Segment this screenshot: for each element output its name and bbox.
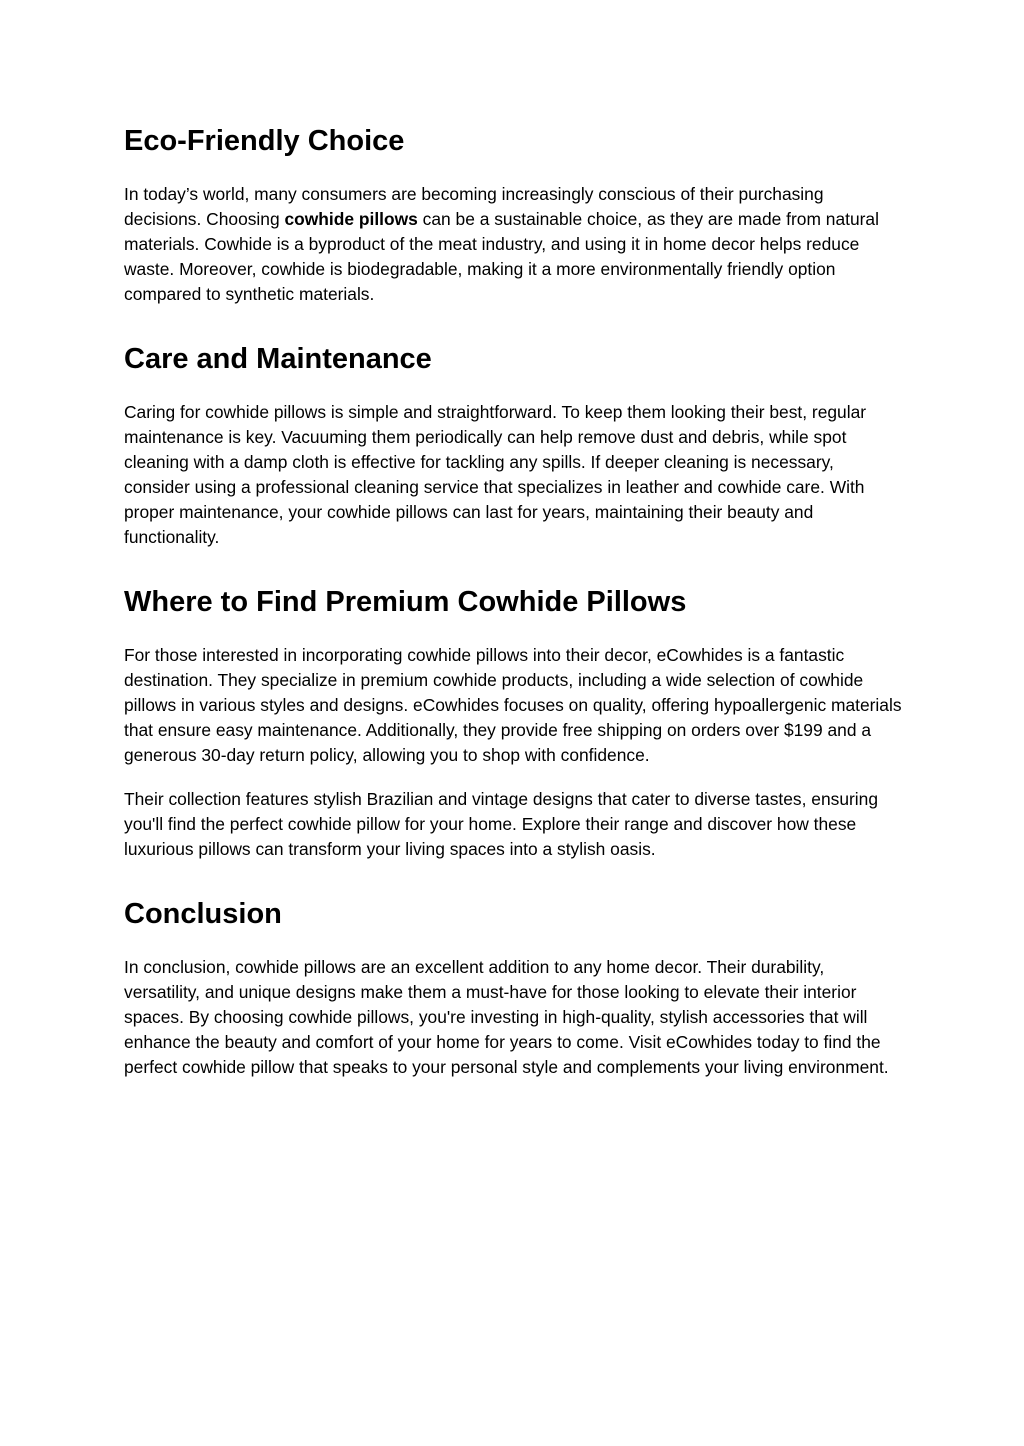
- section-paragraph: [124, 182, 902, 307]
- document-page: [124, 120, 902, 1080]
- paragraph-text: can be a sustainable choice, as they are made from natural materials. Cowhide is a byproduct of the meat industry, and using it in home decor helps reduce waste. Moreover, cowhide is biodegradable, making it a more environmentally friendly option compared to synthetic materials.: [124, 209, 879, 304]
- section-paragraph: In conclusion, cowhide pillows are an excellent addition to any home decor. Their durability, versatility, and unique designs make them a must-have for those looking to elevate their interior spaces. By choosing cowhide pillows, you're investing in high-quality, stylish accessories that will enhance the beauty and comfort of your home for years to come. Visit eCowhides today to find the perfect cowhide pillow that speaks to your personal style and complements your living environment.: [124, 957, 889, 1077]
- section-where-to-find: [124, 581, 902, 862]
- section-heading: Where to Find Premium Cowhide Pillows: [124, 586, 687, 618]
- section-conclusion: [124, 893, 902, 1080]
- section-care-and-maintenance: [124, 338, 902, 550]
- section-paragraph: Caring for cowhide pillows is simple and straightforward. To keep them looking their best, regular maintenance is key. Vacuuming them periodically can help remove dust and debris, while spot cleaning with a damp cloth is effective for tackling any spills. If deeper cleaning is necessary, consider using a professional cleaning service that specializes in leather and cowhide care. With proper maintenance, your cowhide pillows can last for years, maintaining their beauty and functionality.: [124, 402, 867, 547]
- section-heading: Eco-Friendly Choice: [124, 125, 405, 157]
- paragraph-text: In today’s world, many consumers are becoming increasingly conscious of their purchasing decisions. Choosing: [124, 184, 824, 229]
- section-paragraph: For those interested in incorporating cowhide pillows into their decor, eCowhides is a fantastic destination. They specialize in premium cowhide products, including a wide selection of cowhide pillows in various styles and designs. eCowhides focuses on quality, offering hypoallergenic materials that ensure easy maintenance. Additionally, they provide free shipping on orders over $199 and a generous 30-day return policy, allowing you to shop with confidence.: [124, 645, 902, 765]
- section-heading: Care and Maintenance: [124, 343, 432, 375]
- bold-keyword: cowhide pillows: [284, 209, 418, 229]
- section-heading: Conclusion: [124, 898, 282, 930]
- section-eco-friendly-choice: [124, 120, 902, 307]
- section-paragraph: Their collection features stylish Brazilian and vintage designs that cater to diverse tastes, ensuring you'll find the perfect cowhide pillow for your home. Explore their range and discover how these luxurious pillows can transform your living spaces into a stylish oasis.: [124, 789, 878, 859]
